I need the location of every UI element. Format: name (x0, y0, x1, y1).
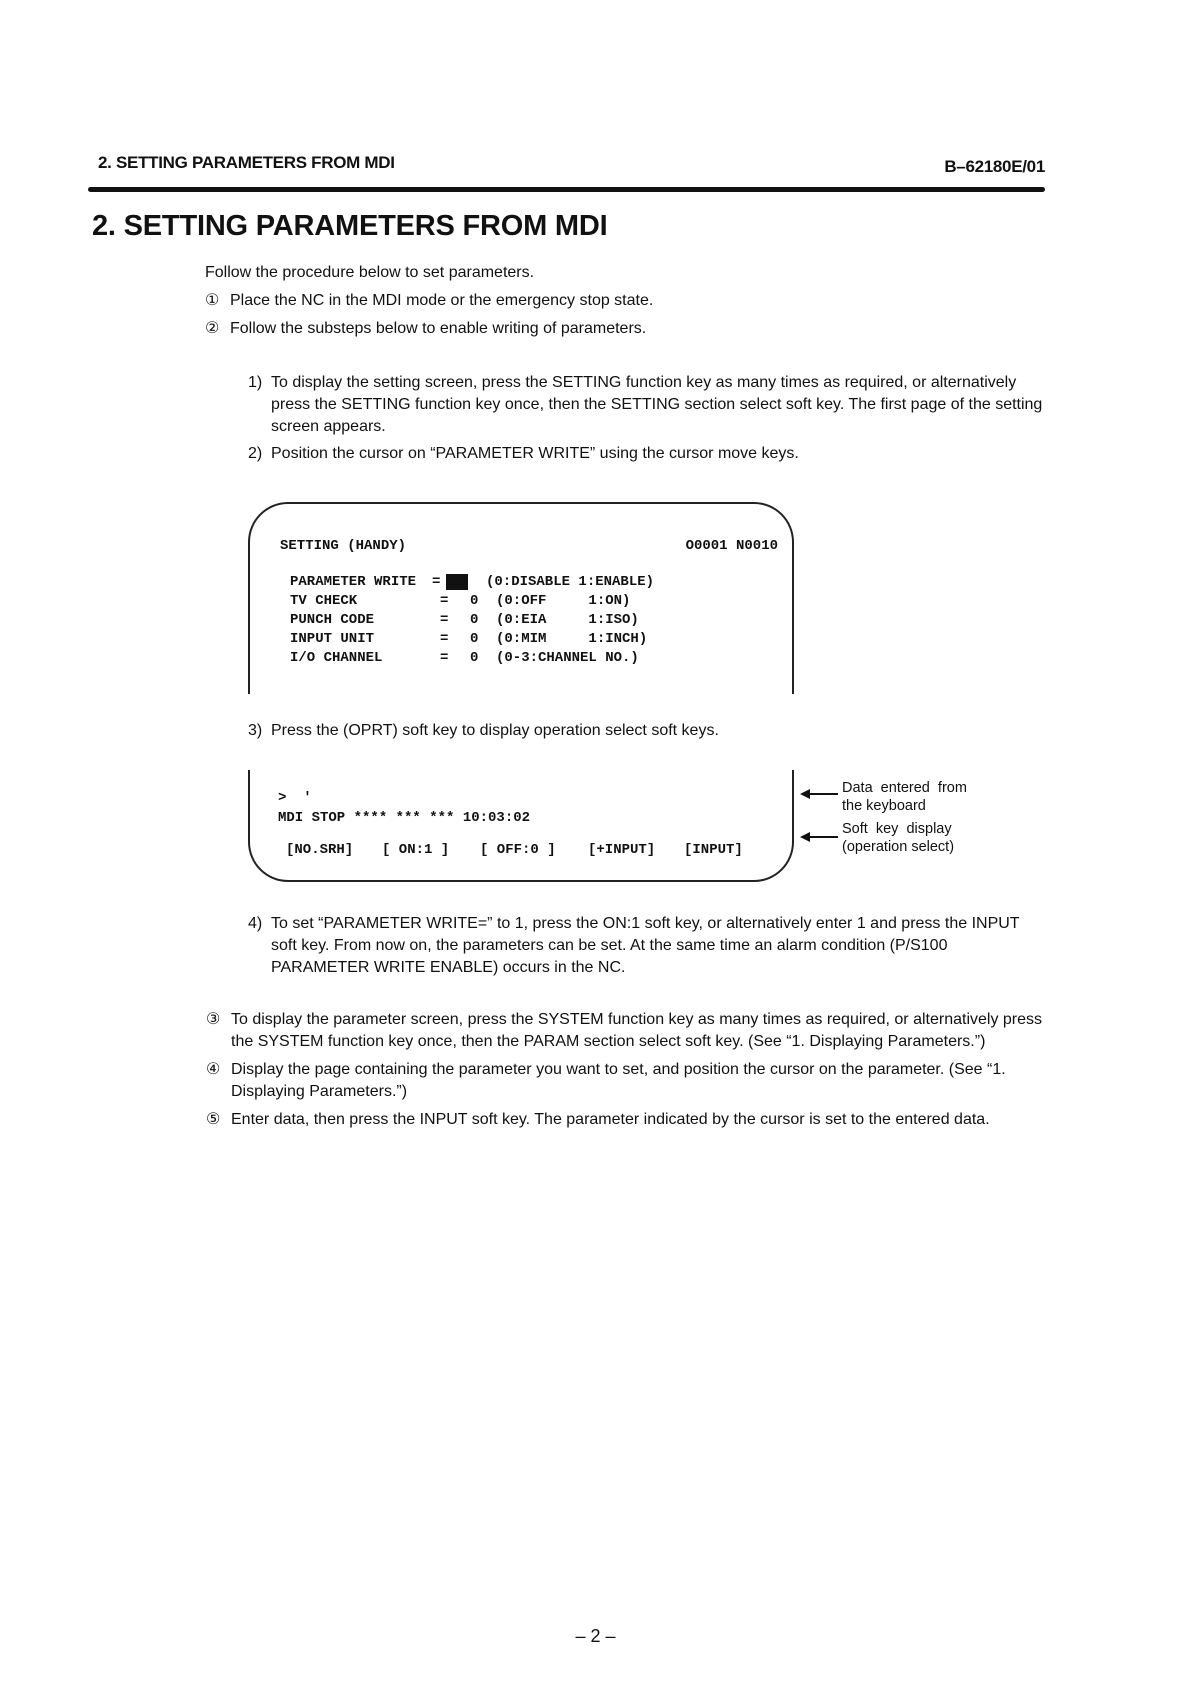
substep-1 (248, 372, 1048, 438)
intro-block (205, 262, 1065, 340)
intro-text: Follow the procedure below to set parameters. (205, 264, 535, 281)
substep-text: Position the cursor on “PARAMETER WRITE” using the cursor move keys. (271, 445, 799, 462)
callout-keyboard-data (842, 779, 967, 815)
substep-4-block (248, 913, 1048, 984)
step-text: To display the parameter screen, press the SYSTEM function key as many times as required, or alternatively press the SYSTEM function key once, then the PARAM section select soft key. (See “1. Displaying Parameters.”) (231, 1011, 1043, 1050)
setting-row-input-unit[interactable] (290, 631, 654, 650)
callout-softkey-display (842, 820, 954, 856)
setting-label: INPUT UNIT (290, 631, 375, 647)
page-number: – 2 – (575, 1626, 616, 1646)
callout-line: Data entered from (842, 780, 967, 796)
setting-label: PARAMETER WRITE (290, 574, 417, 590)
setting-value: 0 (470, 650, 479, 666)
softkey-input[interactable]: [INPUT] (684, 842, 743, 858)
setting-eq: = (440, 612, 449, 628)
steps-3-5 (206, 1009, 1048, 1131)
substep-text: Press the (OPRT) soft key to display operation select soft keys. (271, 722, 719, 739)
setting-label: I/O CHANNEL (290, 650, 383, 666)
step-number: ④ (206, 1061, 221, 1078)
setting-label: PUNCH CODE (290, 612, 375, 628)
substep-2 (248, 443, 1048, 465)
softkey-on-1[interactable]: [ ON:1 ] (382, 842, 450, 858)
setting-eq: = (440, 650, 449, 666)
softkey-bar (286, 842, 743, 858)
step-3 (206, 1009, 1048, 1053)
step-text: Display the page containing the parameter you want to set, and position the cursor on the parameter. (See “1. Displaying Parameters.”) (231, 1061, 1006, 1100)
substep-text: To set “PARAMETER WRITE=” to 1, press the ON:1 soft key, or alternatively enter 1 and press the INPUT soft key. From now on, the parameters can be set. At the same time an alarm condition (P/S100 PARAMETER WRITE ENABLE) occurs in the NC. (271, 915, 1020, 976)
setting-row-tv-check[interactable] (290, 593, 654, 612)
setting-eq: = (440, 593, 449, 609)
step-number: ② (205, 320, 220, 337)
arrow-left-icon (800, 789, 838, 799)
step-1 (205, 290, 1065, 312)
status-line: MDI STOP **** *** *** 10:03:02 (278, 810, 531, 826)
header-rule (88, 187, 1045, 192)
setting-row-parameter-write[interactable] (290, 574, 654, 593)
setting-hint: (0:DISABLE 1:ENABLE) (486, 574, 655, 590)
setting-row-io-channel[interactable] (290, 650, 654, 669)
cursor-block (446, 574, 468, 590)
step-text: Follow the substeps below to enable writing of parameters. (230, 320, 647, 337)
program-info: O0001 N0010 (685, 538, 778, 554)
step-4 (206, 1059, 1048, 1103)
screen-title: SETTING (HANDY) (280, 538, 407, 554)
substep-4 (248, 913, 1048, 979)
callout-line: the keyboard (842, 798, 926, 814)
substep-3-block (248, 720, 1048, 747)
arrow-left-icon (800, 832, 838, 842)
step-2 (205, 318, 1065, 340)
setting-eq: = (432, 574, 441, 590)
substep-3 (248, 720, 1048, 742)
step-number: ⑤ (206, 1111, 221, 1128)
substep-number: 2) (248, 445, 263, 462)
step-5 (206, 1109, 1048, 1131)
substep-text: To display the setting screen, press the SETTING function key as many times as required, or alternatively press the SETTING function key once, then the SETTING section select soft key. The first page of the setting screen appears. (271, 374, 1043, 435)
substep-number: 1) (248, 374, 263, 391)
setting-rows (290, 574, 654, 669)
setting-hint: (0:MIM 1:INCH) (496, 631, 648, 647)
setting-screen-figure (248, 502, 794, 694)
softkey-off-0[interactable]: [ OFF:0 ] (480, 842, 556, 858)
document-number: B–62180E/01 (944, 157, 1045, 176)
setting-hint: (0:EIA 1:ISO) (496, 612, 639, 628)
setting-label: TV CHECK (290, 593, 358, 609)
keyboard-input-line: > ' (278, 790, 312, 806)
step-text: Place the NC in the MDI mode or the emergency stop state. (230, 292, 654, 309)
setting-hint: (0-3:CHANNEL NO.) (496, 650, 639, 666)
softkey-plus-input[interactable]: [+INPUT] (588, 842, 656, 858)
softkey-no-srh[interactable]: [NO.SRH] (286, 842, 354, 858)
page-title: 2. SETTING PARAMETERS FROM MDI (92, 210, 608, 242)
setting-value: 0 (470, 593, 479, 609)
setting-value: 0 (470, 612, 479, 628)
setting-hint: (0:OFF 1:ON) (496, 593, 631, 609)
step-text: Enter data, then press the INPUT soft key. The parameter indicated by the cursor is set to the entered data. (231, 1111, 990, 1128)
setting-eq: = (440, 631, 449, 647)
callout-line: Soft key display (842, 821, 952, 837)
substep-number: 4) (248, 915, 263, 932)
running-header-section: 2. SETTING PARAMETERS FROM MDI (98, 153, 395, 172)
setting-row-punch-code[interactable] (290, 612, 654, 631)
substeps-1-2 (248, 372, 1048, 470)
step-number: ③ (206, 1011, 221, 1028)
substep-number: 3) (248, 722, 263, 739)
setting-value: 0 (470, 631, 479, 647)
step-number: ① (205, 292, 220, 309)
oprt-screen-figure (248, 770, 794, 882)
callout-line: (operation select) (842, 839, 955, 855)
